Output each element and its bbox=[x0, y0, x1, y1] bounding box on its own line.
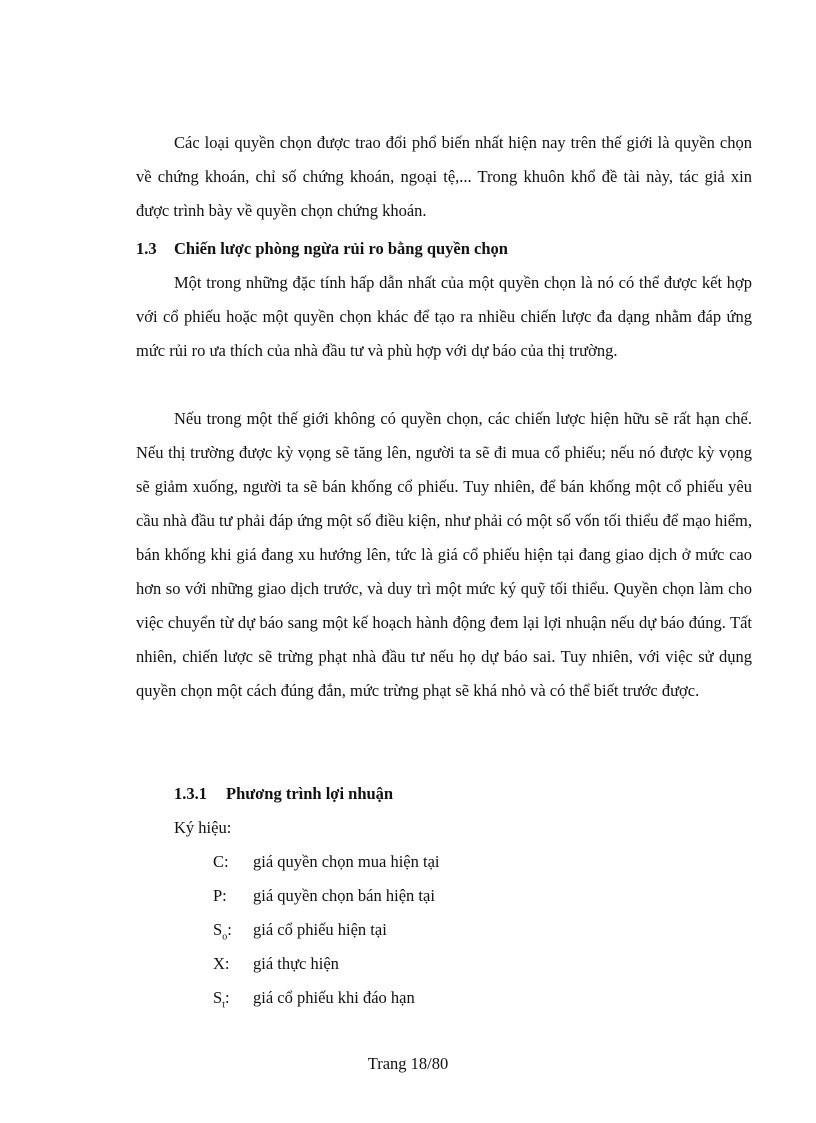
notation-description: giá quyền chọn bán hiện tại bbox=[253, 886, 435, 905]
notation-description: giá cổ phiếu khi đáo hạn bbox=[253, 988, 415, 1007]
paragraph-no-options-world: Nếu trong một thế giới không có quyền chọn, các chiến lược hiện hữu sẽ rất hạn chế. Nếu thị trường được kỳ vọng sẽ tăng lên, người ta sẽ đi mua cổ phiếu; nếu nó được kỳ vọng sẽ giảm xuống, người ta sẽ bán khống cổ phiếu. Tuy nhiên, để bán khống một cổ phiếu yêu cầu nhà đầu tư phải đáp ứng một số điều kiện, như phải có một số vốn tối thiểu để mạo hiểm, bán khống khi giá đang xu hướng lên, tức là giá cổ phiếu hiện tại đang giao dịch ở mức cao hơn so với những giao dịch trước, và duy trì một mức ký quỹ tối thiểu. Quyền chọn làm cho việc chuyển từ dự báo sang một kế hoạch hành động đem lại lợi nhuận nếu dự báo đúng. Tất nhiên, chiến lược sẽ trừng phạt nhà đầu tư nếu họ dự báo sai. Tuy nhiên, với việc sử dụng quyền chọn một cách đúng đắn, mức trừng phạt sẽ khá nhỏ và có thể biết trước được. bbox=[136, 409, 752, 700]
symbol-colon: : bbox=[224, 988, 230, 1007]
notation-symbol: P: bbox=[213, 886, 227, 905]
subsection-title: Phương trình lợi nhuận bbox=[226, 784, 394, 803]
paragraph-option-types: Các loại quyền chọn được trao đổi phổ biến nhất hiện nay trên thế giới là quyền chọn về chứng khoán, chỉ số chứng khoán, ngoại tệ,... Trong khuôn khổ đề tài này, tác giả xin được trình bày về quyền chọn chứng khoán. bbox=[136, 133, 752, 220]
notation-description: giá thực hiện bbox=[253, 954, 339, 973]
symbol-base: S bbox=[213, 920, 223, 939]
notation-item bbox=[213, 845, 440, 879]
page-number: Trang 18/80 bbox=[367, 1054, 449, 1073]
notation-symbol: X: bbox=[213, 954, 230, 973]
notation-item bbox=[213, 981, 415, 1022]
notation-symbol bbox=[213, 981, 253, 1022]
notation-symbol: C: bbox=[213, 852, 229, 871]
notation-item bbox=[213, 947, 339, 981]
section-heading bbox=[136, 232, 508, 266]
notation-description: giá quyền chọn mua hiện tại bbox=[253, 852, 440, 871]
subsection-number: 1.3.1 bbox=[174, 784, 207, 803]
notation-item bbox=[213, 879, 435, 913]
symbol-subscript: t bbox=[222, 999, 225, 1011]
symbol-base: S bbox=[213, 988, 223, 1007]
symbol-subscript: o bbox=[222, 931, 228, 943]
paragraph-strategy-intro: Một trong những đặc tính hấp dẫn nhất của một quyền chọn là nó có thể được kết hợp với cổ phiếu hoặc một quyền chọn khác để tạo ra nhiều chiến lược đa dạng nhằm đáp ứng mức rủi ro ưa thích của nhà đầu tư và phù hợp với dự báo của thị trường. bbox=[136, 273, 752, 360]
symbol-colon: : bbox=[227, 920, 232, 939]
section-number: 1.3 bbox=[136, 239, 157, 258]
notation-label: Ký hiệu: bbox=[174, 818, 232, 837]
section-title: Chiến lược phòng ngừa rủi ro bằng quyền chọn bbox=[174, 239, 508, 258]
subsection-heading bbox=[174, 777, 393, 811]
notation-description: giá cổ phiếu hiện tại bbox=[253, 920, 387, 939]
